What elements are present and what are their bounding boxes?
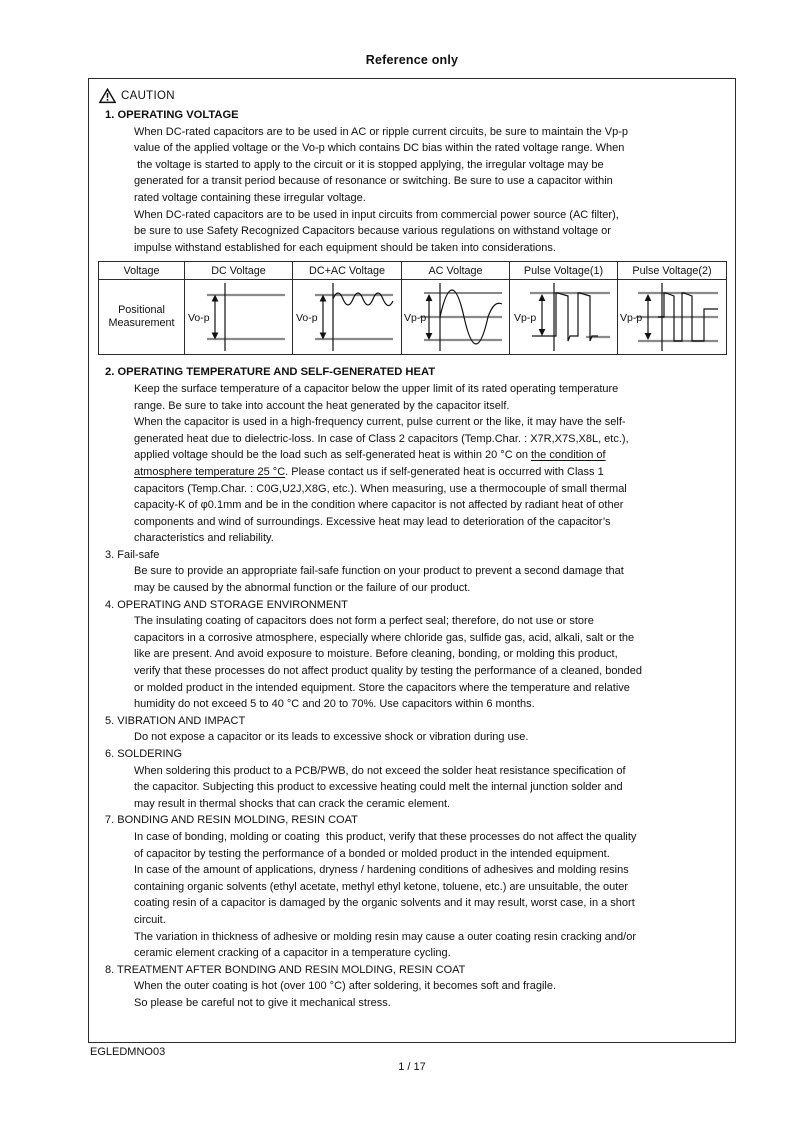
row-label-line: Measurement [108, 317, 175, 330]
section-group-top [89, 107, 735, 256]
text-line: When DC-rated capacitors are to be used in AC or ripple current circuits, be sure to maintain the Vp-p [134, 125, 629, 138]
caution-box [88, 78, 736, 1043]
table-header-voltage: Voltage [99, 262, 185, 280]
row-label-positional-measurement [99, 280, 185, 355]
text-line: value of the applied voltage or the Vo-p which contains DC bias within the rated voltage range. When [134, 142, 625, 155]
waveform-ac-voltage [404, 280, 508, 354]
text-line: So please be careful not to give it mechanical stress. [134, 996, 391, 1009]
text-line: like are present. And avoid exposure to moisture. Before cleaning, bonding, or molding this product, [134, 648, 618, 661]
table-header-ac-voltage: AC Voltage [402, 262, 510, 280]
text-line: When DC-rated capacitors are to be used in input circuits from commercial power source (AC filter), [134, 208, 619, 221]
text-line: rated voltage containing these irregular voltage. [134, 191, 366, 204]
text-line: the capacitor. Subjecting this product to excessive heating could melt the internal junction solder and [134, 781, 623, 794]
text-line: generated for a transit period because of resonance or switching. Be sure to use a capacitor within [134, 175, 613, 188]
waveform-label: Vp-p [620, 312, 643, 325]
text-line: humidity do not exceed 5 to 40 °C and 20 to 70%. Use capacitors within 6 months. [134, 698, 535, 711]
text-line: In case of bonding, molding or coating this product, verify that these processes do not affect the quality [134, 830, 637, 843]
text-line: generated heat due to dielectric-loss. In case of Class 2 capacitors (Temp.Char. : X7R,X7S,X8L, etc.), [134, 432, 629, 445]
text-line: capacity-K of φ0.1mm and be in the condition where capacitor is not affected by radiant heat of other [134, 499, 624, 512]
text-line: In case of the amount of applications, dryness / hardening conditions of adhesives and molding resins [134, 864, 629, 877]
cell-pulse-voltage-2 [618, 280, 727, 355]
text-line: circuit. [134, 913, 166, 926]
text-line: or molded product in the intended equipment. Store the capacitors where the temperature and relative [134, 681, 630, 694]
text-line: applied voltage should be the load such as self-generated heat is within 20 °C on the condition of [134, 449, 606, 462]
text-line: range. Be sure to take into account the heat generated by the capacitor itself. [134, 399, 510, 412]
section-heading: 3. Fail-safe [105, 548, 160, 561]
section-paragraph [134, 613, 725, 713]
text-line: the voltage is started to apply to the circuit or it is stopped applying, the irregular voltage may be [134, 158, 604, 171]
row-label-line: Positional [118, 304, 165, 317]
text-line: may be caused by the abnormal function or the failure of our product. [134, 582, 471, 595]
section-paragraph [134, 829, 725, 962]
section-heading: 7. BONDING AND RESIN MOLDING, RESIN COAT [105, 814, 358, 827]
text-line: Keep the surface temperature of a capacitor below the upper limit of its rated operating temperature [134, 382, 619, 395]
text-line: When the outer coating is hot (over 100 °C) after soldering, it becomes soft and fragile. [134, 980, 557, 993]
text-line: When the capacitor is used in a high-frequency current, pulse current or the like, it may have the self- [134, 416, 626, 429]
waveform-label: Vo-p [187, 312, 210, 325]
section-paragraph [134, 563, 725, 596]
cell-ac-voltage [402, 280, 510, 355]
section-paragraph [134, 763, 725, 813]
waveform-pulse-voltage-1 [512, 280, 616, 354]
section-heading: 2. OPERATING TEMPERATURE AND SELF-GENERATED HEAT [105, 366, 436, 379]
waveform-label: Vp-p [513, 312, 536, 325]
text-line: ceramic element cracking of a capacitor in a temperature cycling. [134, 947, 451, 960]
text-line: characteristics and reliability. [134, 532, 274, 545]
text-line: capacitors in a corrosive atmosphere, especially where chloride gas, sulfide gas, acid, alkali, salt or the [134, 631, 635, 644]
text-line: Be sure to provide an appropriate fail-safe function on your product to prevent a second damage that [134, 565, 624, 578]
table-row [99, 280, 727, 355]
text-line: capacitors (Temp.Char. : C0G,U2J,X8G, etc.). When measuring, use a thermocouple of small thermal [134, 482, 627, 495]
waveform-label: Vp-p [403, 312, 426, 325]
table-header-pulse-voltage-2: Pulse Voltage(2) [618, 262, 727, 280]
voltage-waveform-table [98, 261, 727, 355]
table-header-dc-ac-voltage: DC+AC Voltage [293, 262, 402, 280]
text-line: impulse withstand established for each equipment should be taken into considerations. [134, 241, 556, 254]
text-line: Do not expose a capacitor or its leads to excessive shock or vibration during use. [134, 731, 529, 744]
text-line: containing organic solvents (ethyl acetate, methyl ethyl ketone, toluene, etc.) are unsuitable, the outer [134, 880, 629, 893]
text-line: of capacitor by testing the performance of a bonded or molded product in the intended equipment. [134, 847, 610, 860]
section-paragraph [134, 381, 725, 547]
section-heading: 1. OPERATING VOLTAGE [105, 109, 239, 121]
caution-label: CAUTION [121, 90, 175, 102]
waveform-label: Vo-p [296, 312, 318, 325]
text-line: may result in thermal shocks that can crack the ceramic element. [134, 797, 451, 810]
page-title: Reference only [365, 53, 459, 67]
text-line: When soldering this product to a PCB/PWB, do not exceed the solder heat resistance specification of [134, 764, 626, 777]
text-line: verify that these processes do not affect product quality by testing the performance of a cleaned, bonded [134, 665, 642, 678]
waveform-pulse-voltage-2 [620, 280, 724, 354]
section-paragraph [134, 978, 725, 1011]
warning-triangle-icon [99, 88, 116, 104]
cell-pulse-voltage-1 [510, 280, 618, 355]
text-line: The variation in thickness of adhesive or molding resin may cause a outer coating resin cracking and/or [134, 930, 636, 943]
section-group-rest [89, 364, 735, 1011]
page-number: 1 / 17 [398, 1061, 426, 1073]
table-header-pulse-voltage-1: Pulse Voltage(1) [510, 262, 618, 280]
document-code: EGLEDMNO03 [90, 1046, 166, 1058]
section-paragraph [134, 207, 725, 257]
caution-header [99, 87, 735, 105]
text-line: atmosphere temperature 25 °C. Please contact us if self-generated heat is occurred with Class 1 [134, 465, 604, 478]
waveform-dc-voltage [187, 280, 291, 354]
table-header-dc-voltage: DC Voltage [185, 262, 293, 280]
text-line: The insulating coating of capacitors does not form a perfect seal; therefore, do not use or store [134, 615, 594, 628]
section-heading: 5. VIBRATION AND IMPACT [105, 714, 246, 727]
text-line: coating resin of a capacitor is damaged by the organic solvents and it may result, worst case, in a short [134, 897, 635, 910]
section-heading: 8. TREATMENT AFTER BONDING AND RESIN MOLDING, RESIN COAT [105, 963, 466, 976]
cell-dc-voltage [185, 280, 293, 355]
section-paragraph [134, 124, 725, 207]
waveform-dc-ac-voltage [295, 280, 399, 354]
section-paragraph [134, 729, 725, 746]
text-line: be sure to use Safety Recognized Capacitors because various regulations on withstand voltage or [134, 225, 611, 238]
text-line: components and wind of surroundings. Excessive heat may lead to deterioration of the capacitor’s [134, 515, 611, 528]
table-header-row [99, 262, 727, 280]
cell-dc-ac-voltage [293, 280, 402, 355]
section-heading: 4. OPERATING AND STORAGE ENVIRONMENT [105, 598, 348, 611]
section-heading: 6. SOLDERING [105, 748, 183, 760]
